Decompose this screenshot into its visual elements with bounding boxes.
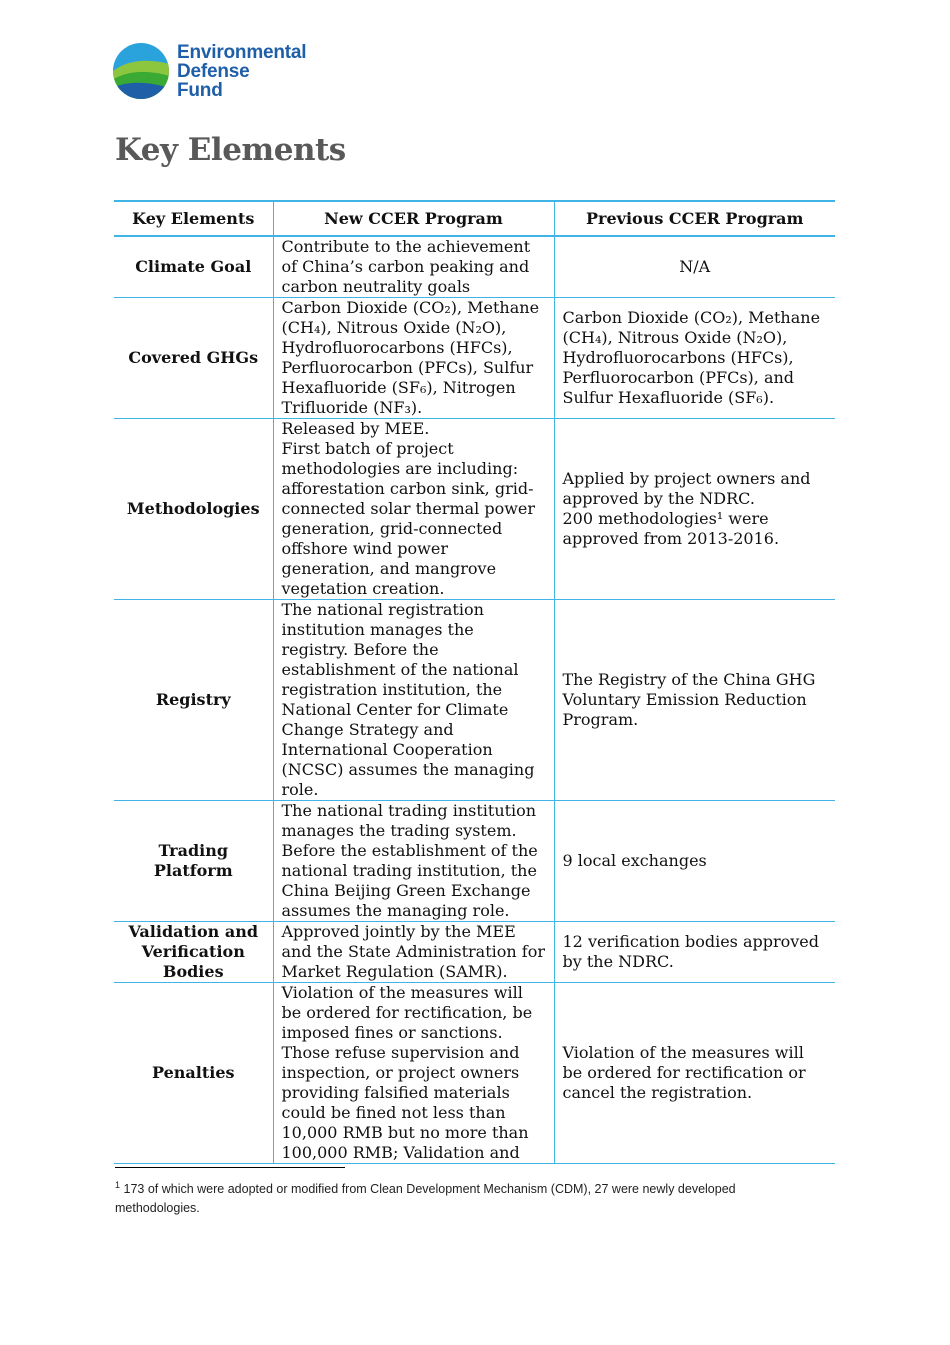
new-ccer-cell bbox=[273, 419, 554, 600]
table-row bbox=[114, 983, 835, 1164]
previous-ccer-cell bbox=[554, 801, 835, 922]
cell-text: N/A bbox=[679, 257, 711, 276]
cell-text: Approved jointly by the MEE and the State Administration for Market Regulation (SAMR). bbox=[281, 922, 545, 981]
logo-line-2: Defense bbox=[177, 61, 250, 82]
cell-text: The national registration institution manages the registry. Before the establishment of the national registration institution, the National Center for Climate Change Strategy and International Cooperation (NCSC) assumes the managing role. bbox=[281, 600, 535, 799]
edf-logo-mark bbox=[112, 42, 170, 100]
row-label-registry: Registry bbox=[114, 600, 273, 801]
header-previous-ccer: Previous CCER Program bbox=[554, 201, 835, 236]
cell-text: 9 local exchanges bbox=[562, 851, 707, 870]
edf-logo-text bbox=[177, 43, 306, 100]
cell-text: Released by MEE. bbox=[281, 419, 430, 438]
cell-text: 12 verification bodies approved by the NDRC. bbox=[562, 932, 820, 971]
logo-line-3: Fund bbox=[177, 80, 223, 101]
new-ccer-cell bbox=[273, 801, 554, 922]
footnote bbox=[115, 1180, 815, 1218]
new-ccer-cell bbox=[273, 600, 554, 801]
new-ccer-cell bbox=[273, 983, 554, 1164]
edf-logo bbox=[112, 42, 322, 102]
row-label-validation-verification: Validation and Verification Bodies bbox=[114, 922, 273, 983]
cell-text: Violation of the measures will be ordered for rectification, be imposed fines or sanctions. Those refuse supervision and inspection, or project owners providing falsified materials could be fined not less than 10,000 RMB but no more than 100,000 RMB; Validation and bbox=[281, 983, 533, 1162]
cell-text: The national trading institution manages the trading system. Before the establishment of the national trading institution, the China Beijing Green Exchange assumes the managing role. bbox=[281, 801, 538, 920]
cell-text: 200 methodologies¹ were approved from 2013-2016. bbox=[562, 509, 780, 548]
table-header-row bbox=[114, 201, 835, 236]
cell-text: Applied by project owners and approved by the NDRC. bbox=[562, 469, 811, 508]
footnote-text: 173 of which were adopted or modified from Clean Development Mechanism (CDM), 27 were newly developed methodologies. bbox=[115, 1182, 736, 1215]
table-row bbox=[114, 922, 835, 983]
previous-ccer-cell bbox=[554, 298, 835, 419]
table-row bbox=[114, 600, 835, 801]
cell-text: First batch of project methodologies are including: afforestation carbon sink, grid-connected solar thermal power generation, grid-connected offshore wind power generation, and mangrove vegetation creation. bbox=[281, 439, 536, 598]
footnote-separator bbox=[115, 1167, 345, 1168]
row-label-climate-goal: Climate Goal bbox=[114, 236, 273, 298]
cell-text: Contribute to the achievement of China’s carbon peaking and carbon neutrality goals bbox=[281, 237, 531, 296]
table-row bbox=[114, 419, 835, 600]
row-label-methodologies: Methodologies bbox=[114, 419, 273, 600]
new-ccer-cell bbox=[273, 298, 554, 419]
previous-ccer-cell bbox=[554, 419, 835, 600]
cell-text: The Registry of the China GHG Voluntary Emission Reduction Program. bbox=[562, 670, 816, 729]
previous-ccer-cell bbox=[554, 983, 835, 1164]
new-ccer-cell bbox=[273, 236, 554, 298]
row-label-penalties: Penalties bbox=[114, 983, 273, 1164]
footnote-marker: 1 bbox=[115, 1179, 121, 1190]
key-elements-table bbox=[114, 200, 835, 1164]
previous-ccer-cell bbox=[554, 600, 835, 801]
table-row bbox=[114, 298, 835, 419]
new-ccer-cell bbox=[273, 922, 554, 983]
previous-ccer-cell bbox=[554, 236, 835, 298]
header-new-ccer: New CCER Program bbox=[273, 201, 554, 236]
logo-line-1: Environmental bbox=[177, 42, 307, 63]
previous-ccer-cell bbox=[554, 922, 835, 983]
cell-text: Violation of the measures will be ordered for rectification or cancel the registration. bbox=[562, 1043, 806, 1102]
row-label-covered-ghgs: Covered GHGs bbox=[114, 298, 273, 419]
cell-text: Carbon Dioxide (CO₂), Methane (CH₄), Nitrous Oxide (N₂O), Hydrofluorocarbons (HFCs), Perfluorocarbon (PFCs), and Sulfur Hexafluoride (SF₆). bbox=[562, 308, 821, 407]
table-row bbox=[114, 236, 835, 298]
cell-text: Carbon Dioxide (CO₂), Methane (CH₄), Nitrous Oxide (N₂O), Hydrofluorocarbons (HFCs), Perfluorocarbon (PFCs), Sulfur Hexafluoride (SF₆), Nitrogen Trifluoride (NF₃). bbox=[281, 298, 540, 417]
row-label-trading-platform: Trading Platform bbox=[114, 801, 273, 922]
page-title: Key Elements bbox=[115, 132, 346, 168]
header-key-elements: Key Elements bbox=[114, 201, 273, 236]
table-row bbox=[114, 801, 835, 922]
